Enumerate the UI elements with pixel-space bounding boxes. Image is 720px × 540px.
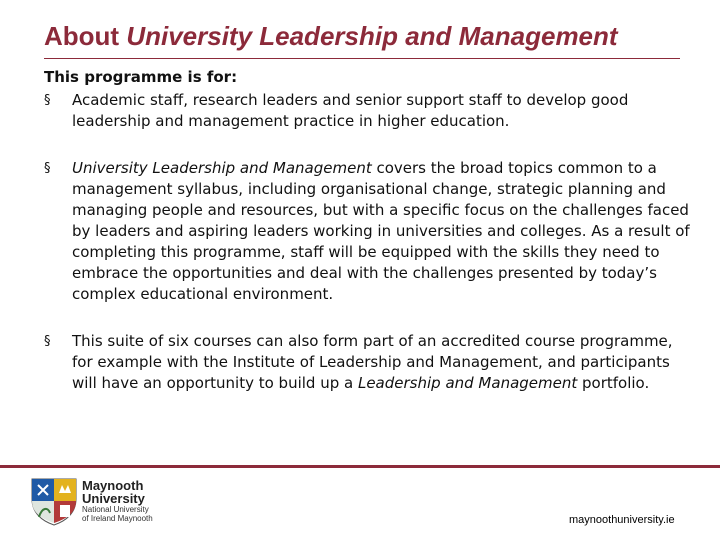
bullet-text: covers the broad topics common to a management syllabus, including organisational change, strategic planning and managing people and resources, but with a specific focus on the challenges faced by leaders and aspiring leaders working in universities and colleges. As a result of completing this programme, staff will be equipped with the skills they need to embrace the opportunities and deal with the challenges presented by today’s complex educational environment. — [72, 159, 690, 303]
bullet-marker: § — [44, 334, 51, 349]
logo-line-1: Maynooth — [82, 478, 144, 493]
bullet-item — [44, 158, 690, 305]
website-url[interactable]: maynoothuniversity.ie — [569, 514, 675, 526]
title-divider — [44, 58, 680, 59]
bullet-list — [44, 90, 690, 394]
title-emphasis: University Leadership and Management — [126, 21, 618, 51]
bullet-text-end: portfolio. — [577, 374, 650, 392]
logo-line-3: National University — [82, 505, 149, 514]
bullet-text: Academic staff, research leaders and senior support staff to develop good leadership and management practice in higher education. — [72, 91, 629, 130]
bullet-marker: § — [44, 161, 51, 176]
logo-line-4: of Ireland Maynooth — [82, 514, 153, 523]
slide-title — [44, 21, 618, 52]
bullet-item — [44, 331, 690, 394]
crest-icon — [30, 477, 78, 527]
footer-divider — [0, 465, 720, 468]
logo-line-2: University — [82, 491, 145, 506]
bullet-emphasis: University Leadership and Management — [72, 159, 372, 177]
bullet-emphasis: Leadership and Management — [357, 374, 578, 392]
intro-heading: This programme is for: — [44, 68, 238, 86]
slide-body — [44, 67, 690, 420]
title-prefix: About — [44, 21, 127, 51]
bullet-text: This suite of six courses can also form part of an accredited course programme, for example with the Institute of Leadership and Management, and participants will have an opportunity to build up a — [72, 332, 673, 392]
bullet-item — [44, 90, 690, 132]
bullet-marker: § — [44, 93, 51, 108]
university-logo — [30, 477, 160, 527]
